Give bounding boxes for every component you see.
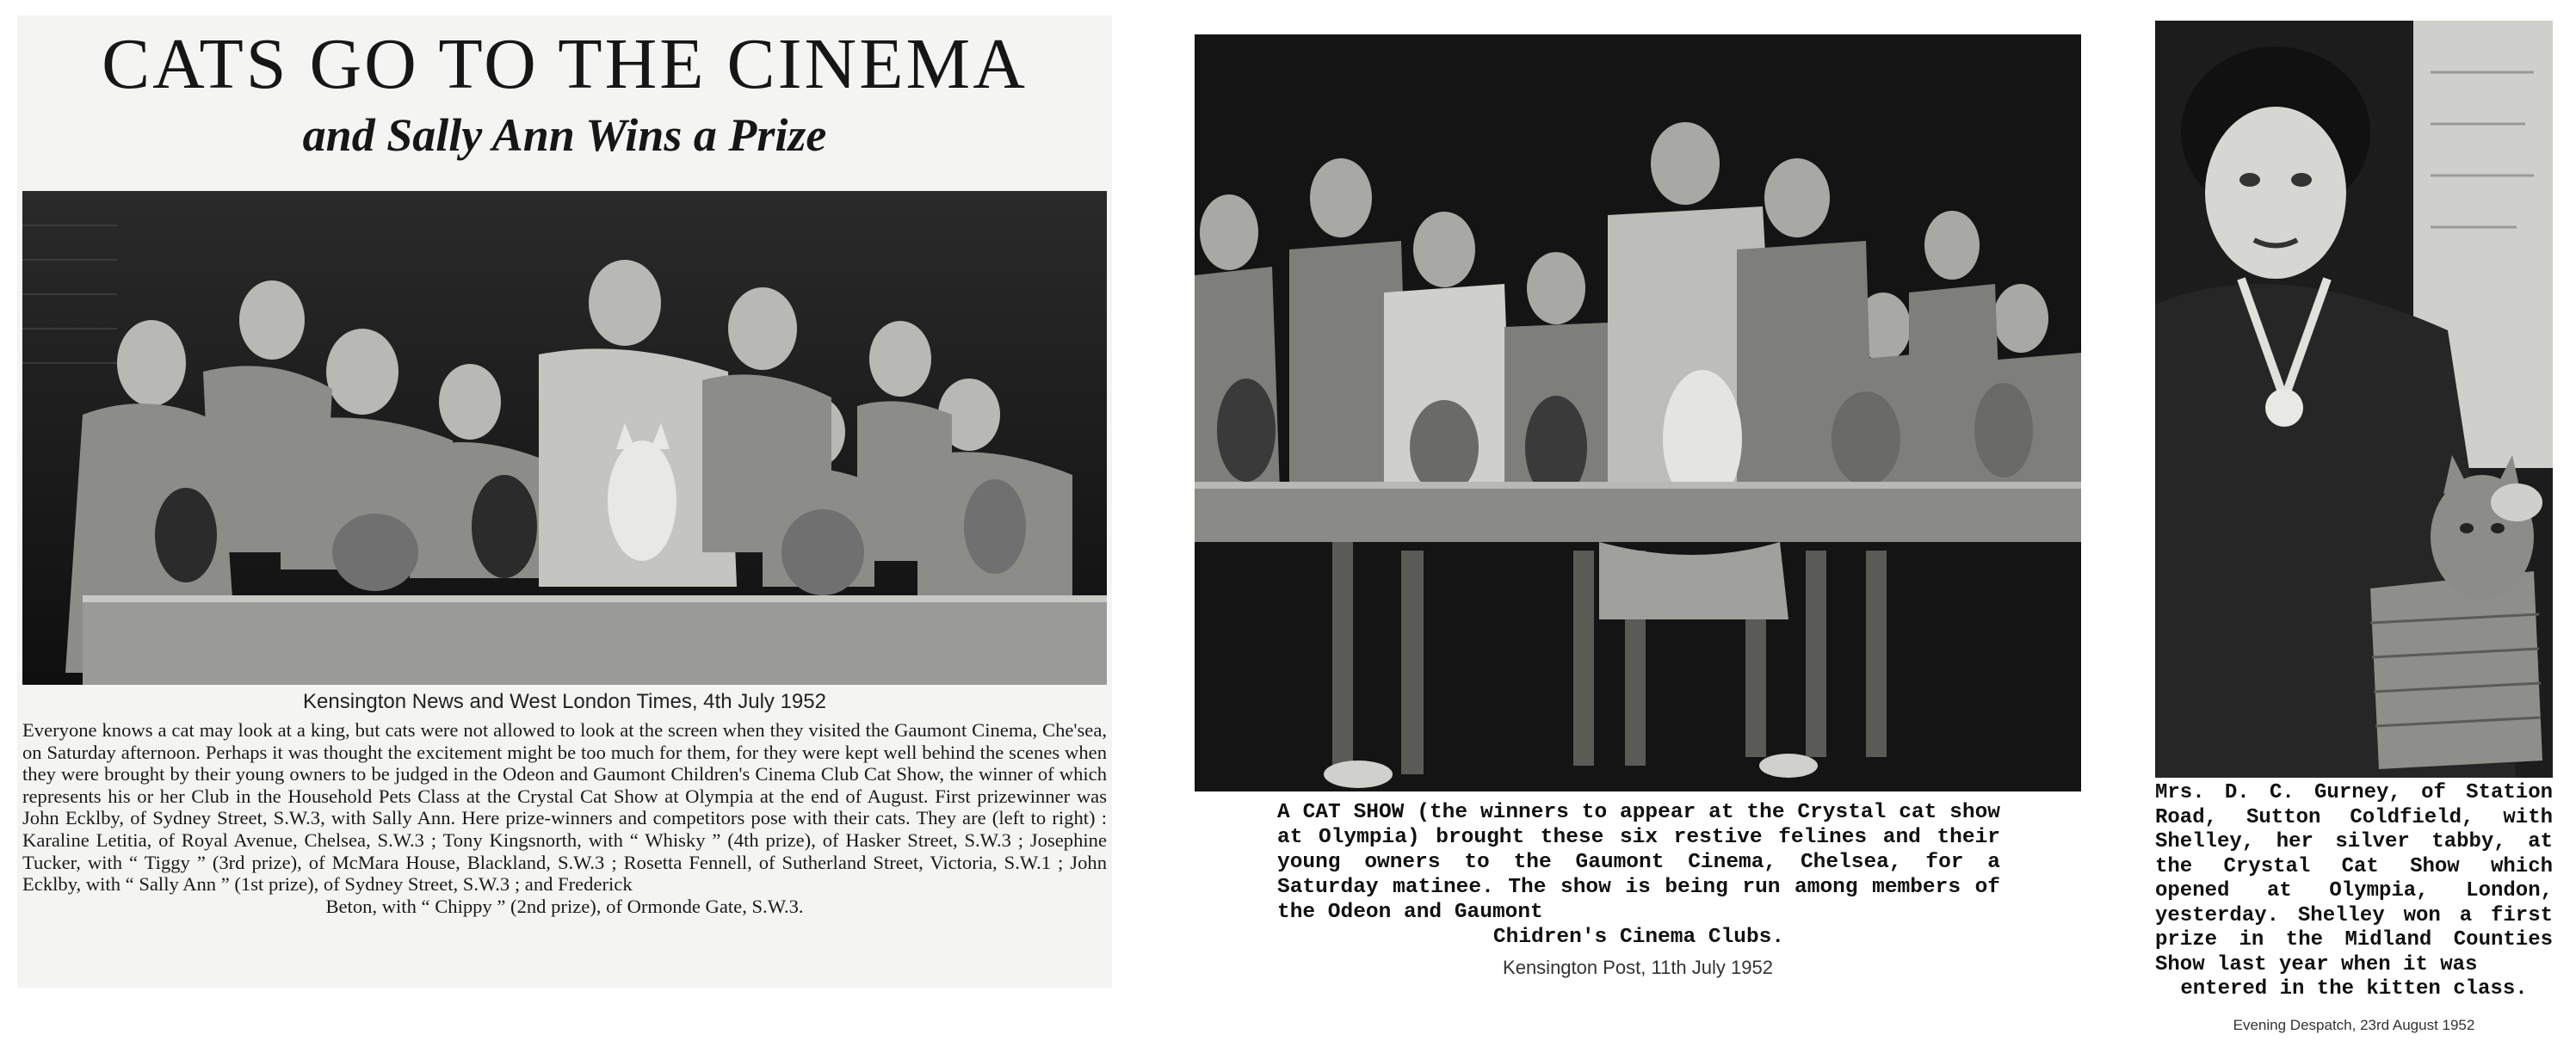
photo-children-with-cats (22, 191, 1107, 685)
photo-caption (1277, 800, 2000, 950)
caption-body: Mrs. D. C. Gurney, of Station Road, Sutton Coldfield, with Shelley, her silver tabby, at the Crystal Cat Show which opened at Olympia, London, yesterday. Shelley won a first prize in the Midland Counties Show last year when it was (2155, 781, 2553, 976)
clipping-kensington-post (1195, 34, 2081, 998)
source-caption: Kensington Post, 11th July 1952 (1503, 957, 1773, 978)
caption-last-line: Chidren's Cinema Clubs. (1492, 926, 1785, 949)
caption-body: A CAT SHOW (the winners to appear at the Crystal cat show at Olympia) brought these six restive felines and their young owners to the Gaumont Cinema, Chelsea, for a Saturday matinee. The show is being run among members of the Odeon and Gaumont (1277, 801, 2000, 924)
headline: CATS GO TO THE CINEMA (102, 24, 1028, 104)
source-caption: Evening Despatch, 23rd August 1952 (2233, 1017, 2475, 1033)
article-text (22, 719, 1107, 917)
subheadline: and Sally Ann Wins a Prize (302, 109, 827, 161)
photo-woman-with-tabby (2155, 21, 2553, 778)
article-body: Everyone knows a cat may look at a king, but cats were not allowed to look at the screen when they visited the Gaumont Cinema, Che'sea, on Saturday afternoon. Perhaps it was thought the excitement might be too much for them, for they were kept well behind the scenes when they were brought by their young owners to be judged in the Odeon and Gaumont Children's Cinema Club Cat Show, the winner of which represents his or her Club in the Household Pets Class at the Crystal Cat Show at Olympia at the end of August. First prizewinner was John Ecklby, of Sydney Street, S.W.3, with Sally Ann. Here prize-winners and competitors pose with their cats. They are (left to right) : Karaline Letitia, of Royal Avenue, Chelsea, S.W.3 ; Tony Kingsnorth, with “ Whisky ” (4th prize), of Hasker Street, S.W.3 ; Josephine Tucker, with “ Tiggy ” (3rd prize), of McMara House, Blackland, S.W.3 ; Rosetta Fennell, of Sutherland Street, Victoria, S.W.1 ; John Ecklby, with “ Sally Ann ” (1st prize), of Sydney Street, S.W.3 ; and Frederick (22, 719, 1107, 896)
photo-caption (2155, 781, 2553, 1002)
source-caption: Kensington News and West London Times, 4th July 1952 (303, 690, 826, 713)
clipping-evening-despatch (2152, 21, 2556, 1036)
article-last-line: Beton, with “ Chippy ” (2nd prize), of Ormonde Gate, S.W.3. (325, 895, 804, 917)
photo-cat-show-group (1195, 34, 2081, 791)
clipping-kensington-news (17, 15, 1112, 988)
caption-last-line: entered in the kitten class. (2180, 977, 2528, 1001)
